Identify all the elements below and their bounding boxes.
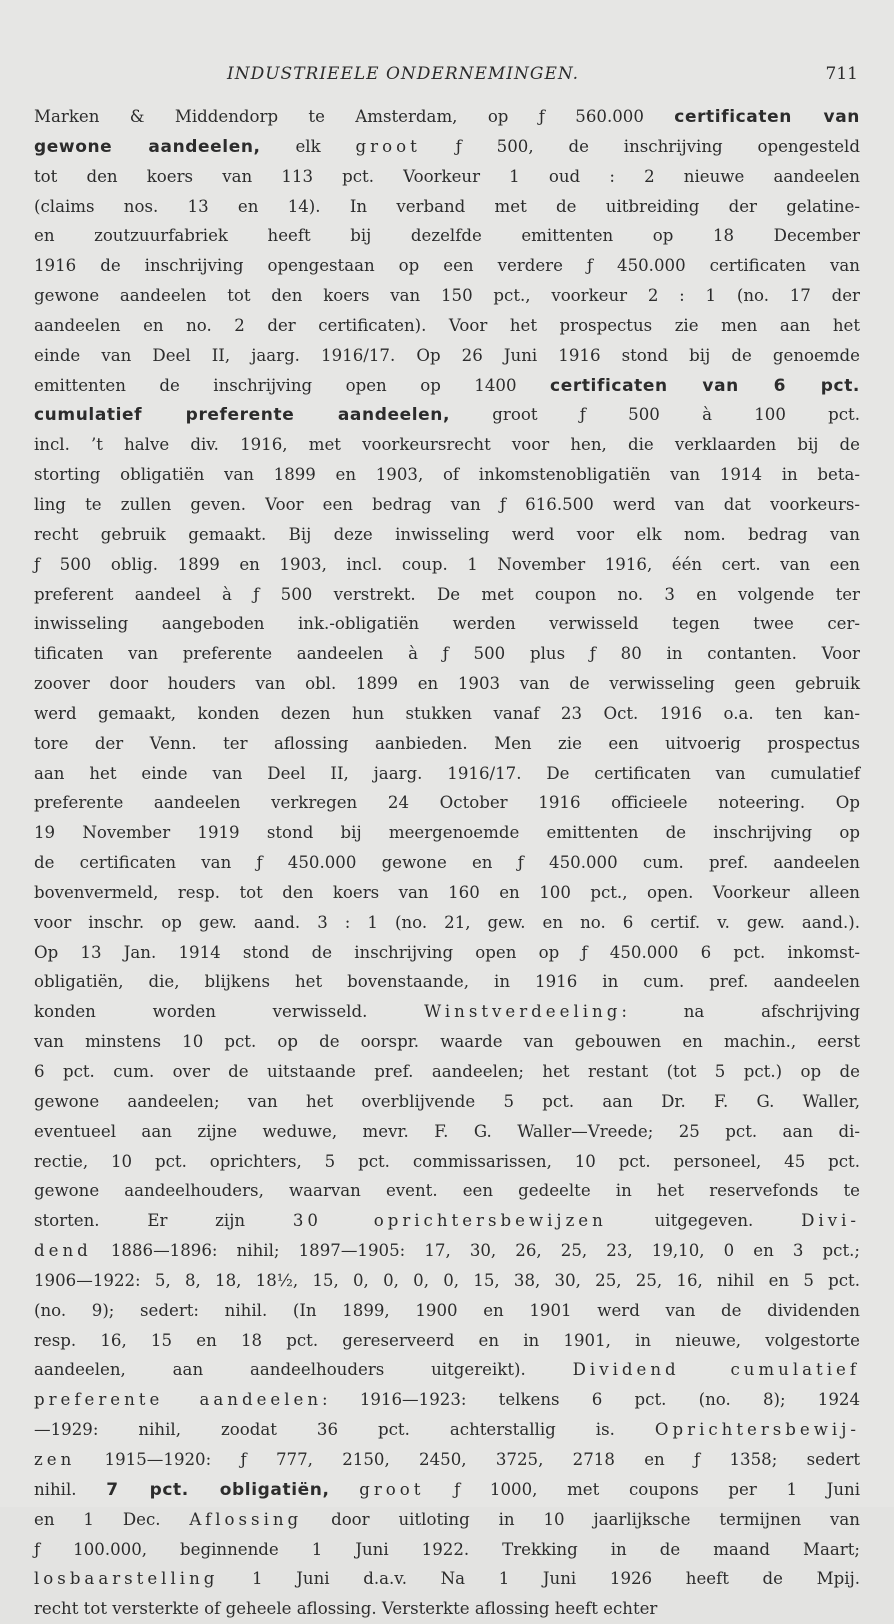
text-line — [34, 1176, 860, 1206]
text-line — [34, 639, 860, 669]
spaced-phrase: dend — [34, 1241, 92, 1261]
text-segment: 1915—1920: ƒ 777, 2150, 2450, 3725, 2718 en ƒ 1358; sedert — [75, 1449, 860, 1469]
text-segment: tore der Venn. ter aflossing aanbieden. Men zie een uitvoerig prospectus — [34, 733, 860, 753]
text-line — [34, 580, 860, 610]
text-line — [34, 1236, 860, 1266]
text-line — [34, 788, 860, 818]
text-segment: ƒ 500 oblig. 1899 en 1903, incl. coup. 1 November 1916, één cert. van een — [34, 554, 860, 574]
text-line — [34, 878, 860, 908]
text-segment: nihil. — [34, 1479, 107, 1499]
spaced-phrase: Oprichtersbewij- — [654, 1420, 860, 1440]
text-line — [34, 1326, 860, 1356]
text-segment: voor inschr. op gew. aand. 3 : 1 (no. 21, gew. en no. 6 certif. v. gew. aand.). — [34, 912, 860, 932]
spaced-phrase: Divi- — [801, 1211, 860, 1231]
text-segment: : 1916—1923: telkens 6 pct. (no. 8); 1924 — [322, 1390, 860, 1410]
text-segment: aan het einde van Deel II, jaarg. 1916/17. De certificaten van cumulatief — [34, 763, 860, 783]
spaced-phrase: losbaarstelling — [34, 1569, 219, 1589]
text-segment: ƒ 500, de inschrijving opengesteld — [420, 136, 860, 156]
text-line — [34, 460, 860, 490]
text-line — [34, 1266, 860, 1296]
text-line — [34, 997, 860, 1027]
text-segment: resp. 16, 15 en 18 pct. gereserveerd en in 1901, in nieuwe, volgestorte — [34, 1330, 860, 1350]
text-segment: 1886—1896: nihil; 1897—1905: 17, 30, 26, 25, 23, 19,10, 0 en 3 pct.; — [91, 1241, 860, 1261]
spaced-phrase: Aflossing — [189, 1509, 303, 1529]
text-line — [34, 1355, 860, 1385]
text-line — [34, 1415, 860, 1445]
text-segment: einde van Deel II, jaarg. 1916/17. Op 26 Juni 1916 stond bij de genoemde — [34, 345, 860, 365]
text-segment: 1 Juni d.a.v. Na 1 Juni 1926 heeft de Mpij. — [218, 1569, 860, 1589]
text-line — [34, 699, 860, 729]
text-line — [34, 490, 860, 520]
text-line — [34, 371, 860, 401]
spaced-phrase: preferente aandeelen — [34, 1390, 323, 1410]
text-segment: —1929: nihil, zoodat 36 pct. achterstallig is. — [34, 1420, 655, 1440]
text-segment: gewone aandeelhouders, waarvan event. een gedeelte in het reservefonds te — [34, 1181, 860, 1201]
text-segment: (claims nos. 13 en 14). In verband met de uitbreiding der gelatine- — [34, 196, 860, 216]
text-line — [34, 1296, 860, 1326]
text-segment: incl. ’t halve div. 1916, met voorkeursrecht voor hen, die verklaarden bij de — [34, 435, 860, 455]
spaced-phrase: 30 oprichtersbewijzen — [292, 1211, 607, 1231]
text-line — [34, 281, 860, 311]
text-line — [34, 759, 860, 789]
text-segment: recht tot versterkte of geheele aflossing. Versterkte aflossing heeft echter — [34, 1599, 658, 1619]
text-segment: bovenvermeld, resp. tot den koers van 160 en 100 pct., open. Voorkeur alleen — [34, 882, 860, 902]
text-line — [34, 1445, 860, 1475]
text-segment: rectie, 10 pct. oprichters, 5 pct. commissarissen, 10 pct. personeel, 45 pct. — [34, 1151, 860, 1171]
text-line — [34, 192, 860, 222]
spaced-phrase: Winstverdeeling — [424, 1002, 622, 1022]
text-line — [34, 669, 860, 699]
spaced-phrase: Dividend cumulatief — [572, 1360, 860, 1380]
text-segment: en zoutzuurfabriek heeft bij dezelfde emittenten op 18 December — [34, 226, 860, 246]
text-line — [34, 162, 860, 192]
text-segment: 1916 de inschrijving opengestaan op een verdere ƒ 450.000 certificaten van — [34, 256, 860, 276]
text-segment: eventueel aan zijne weduwe, mevr. F. G. Waller—Vreede; 25 pct. aan di- — [34, 1121, 860, 1141]
running-title: INDUSTRIEELE ONDERNEMINGEN. — [227, 64, 580, 84]
bold-phrase: certificaten van 6 pct. — [550, 375, 860, 396]
text-line — [34, 1057, 860, 1087]
bold-phrase: 7 pct. obligatiën, — [106, 1479, 330, 1500]
text-segment: emittenten de inschrijving open op 1400 — [34, 375, 551, 395]
text-segment: preferent aandeel à ƒ 500 verstrekt. De met coupon no. 3 en volgende ter — [34, 584, 860, 604]
text-line — [34, 818, 860, 848]
text-line — [34, 132, 860, 162]
text-line — [34, 1535, 860, 1565]
text-line — [34, 1117, 860, 1147]
text-segment: : na afschrijving — [621, 1002, 860, 1022]
text-line — [34, 908, 860, 938]
text-segment: recht gebruik gemaakt. Bij deze inwisseling werd voor elk nom. bedrag van — [34, 524, 860, 544]
bold-phrase: gewone aandeelen, — [34, 136, 261, 157]
text-segment: ling te zullen geven. Voor een bedrag van ƒ 616.500 werd van dat voorkeurs- — [34, 494, 860, 514]
bold-phrase: cumulatief preferente aandeelen, — [34, 405, 451, 426]
text-line — [34, 341, 860, 371]
text-segment: Marken & Middendorp te Amsterdam, op ƒ 560.000 — [34, 107, 675, 126]
spaced-phrase: groot — [359, 1479, 425, 1499]
text-line — [34, 1475, 860, 1505]
text-segment: storting obligatiën van 1899 en 1903, of inkomstenobligatiën van 1914 in beta- — [34, 465, 860, 485]
text-line — [34, 102, 860, 132]
text-segment — [330, 1480, 360, 1499]
text-segment: tot den koers van 113 pct. Voorkeur 1 oud : 2 nieuwe aandeelen — [34, 166, 860, 186]
text-segment: door uitloting in 10 jaarlijksche termijnen van — [302, 1509, 860, 1529]
text-segment: uitgegeven. — [606, 1211, 802, 1231]
text-line — [34, 938, 860, 968]
text-segment: Op 13 Jan. 1914 stond de inschrijving open op ƒ 450.000 6 pct. inkomst- — [34, 942, 860, 962]
text-segment: inwisseling aangeboden ink.-obligatiën werden verwisseld tegen twee cer- — [34, 614, 860, 634]
page-number: 711 — [825, 64, 858, 84]
text-segment: gewone aandeelen; van het overblijvende 5 pct. aan Dr. F. G. Waller, — [34, 1091, 860, 1111]
text-line — [34, 1564, 860, 1594]
text-segment: tificaten van preferente aandeelen à ƒ 500 plus ƒ 80 in contanten. Voor — [34, 644, 860, 664]
text-segment: aandeelen, aan aandeelhouders uitgereikt). — [34, 1360, 573, 1380]
text-segment: obligatiën, die, blijkens het bovenstaande, in 1916 in cum. pref. aandeelen — [34, 972, 860, 992]
text-line — [34, 430, 860, 460]
text-segment: 19 November 1919 stond bij meergenoemde emittenten de inschrijving op — [34, 823, 860, 843]
spaced-phrase: zen — [34, 1449, 76, 1469]
text-segment: werd gemaakt, konden dezen hun stukken vanaf 23 Oct. 1916 o.a. ten kan- — [34, 703, 860, 723]
text-segment: aandeelen en no. 2 der certificaten). Voor het prospectus zie men aan het — [34, 315, 860, 335]
text-segment: 6 pct. cum. over de uitstaande pref. aandeelen; het restant (tot 5 pct.) op de — [34, 1062, 860, 1081]
text-segment: ƒ 100.000, beginnende 1 Juni 1922. Trekking in de maand Maart; — [34, 1539, 860, 1559]
text-line — [34, 520, 860, 550]
text-line — [34, 400, 860, 430]
text-segment: en 1 Dec. — [34, 1509, 190, 1529]
text-line — [34, 1206, 860, 1236]
text-line — [34, 1087, 860, 1117]
page-header — [0, 62, 894, 86]
text-line — [34, 609, 860, 639]
bold-phrase: certificaten van — [674, 107, 860, 127]
text-line — [34, 1505, 860, 1535]
text-line — [34, 967, 860, 997]
text-line — [34, 550, 860, 580]
text-line — [34, 729, 860, 759]
text-segment: storten. Er zijn — [34, 1211, 293, 1231]
text-line — [34, 1385, 860, 1415]
text-line — [34, 848, 860, 878]
text-segment: groot ƒ 500 à 100 pct. — [450, 405, 860, 425]
body-text — [34, 102, 860, 1624]
text-segment: van minstens 10 pct. op de oorspr. waarde van gebouwen en machin., eerst — [34, 1032, 860, 1052]
text-segment: konden worden verwisseld. — [34, 1002, 425, 1022]
text-segment: elk — [260, 136, 356, 156]
text-line — [34, 1594, 860, 1624]
text-line — [34, 1027, 860, 1057]
text-line — [34, 1147, 860, 1177]
text-segment: zoover door houders van obl. 1899 en 1903 van de verwisseling geen gebruik — [34, 674, 860, 694]
spaced-phrase: groot — [355, 136, 421, 156]
text-line — [34, 311, 860, 341]
text-segment: preferente aandeelen verkregen 24 October 1916 officieele noteering. Op — [34, 793, 860, 813]
text-line — [34, 221, 860, 251]
text-segment: de certificaten van ƒ 450.000 gewone en ƒ 450.000 cum. pref. aandeelen — [34, 853, 860, 873]
text-line — [34, 251, 860, 281]
text-segment: 1906—1922: 5, 8, 18, 18½, 15, 0, 0, 0, 0, 15, 38, 30, 25, 25, 16, nihil en 5 pct. — [34, 1270, 860, 1290]
text-segment: (no. 9); sedert: nihil. (In 1899, 1900 en 1901 werd van de dividenden — [34, 1300, 860, 1320]
text-segment: ƒ 1000, met coupons per 1 Juni — [424, 1479, 861, 1499]
text-segment: gewone aandeelen tot den koers van 150 pct., voorkeur 2 : 1 (no. 17 der — [34, 286, 860, 306]
